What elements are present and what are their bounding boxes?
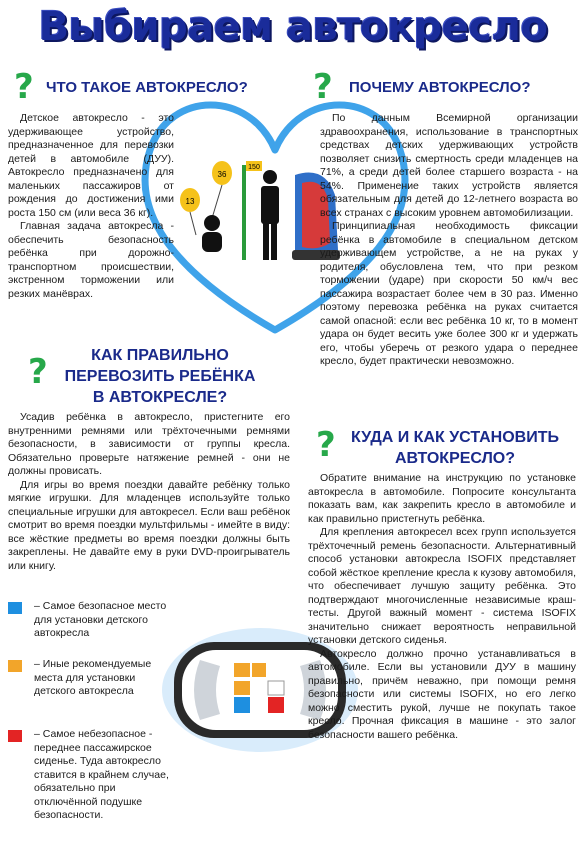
paragraph: Автокресло должно прочно устанавливаться в автомобиле. Если вы установили ДУУ в машину правильно, причём неважно, при помощи ремня безопасности или системы ISOFIX, но его легко можно сместить рукой, лучше не покупать такое кресло. Прочная фиксация в машине - это залог безопасности вашего ребёнка. xyxy=(308,647,576,741)
legend-text: – Самое небезопасное - переднее пассажирское сиденье. Туда автокресло ставится в крайнем случае, обязательно при отключённой подушке безопасности. xyxy=(34,728,169,821)
legend-swatch-red xyxy=(8,730,22,742)
legend-swatch-blue xyxy=(8,602,22,614)
seat-red xyxy=(268,697,284,713)
heading-line: АВТОКРЕСЛО? xyxy=(394,450,516,467)
legend-text: – Иные рекомендуемые места для установки детского автокресла xyxy=(34,658,152,697)
question-mark-icon: ? xyxy=(316,425,336,465)
paragraph: Главная задача автокресла - обеспечить безопасность ребёнка при дорожно-транспортном происшествии, экстренном торможении или резких манёврах. xyxy=(8,220,174,300)
heading-line: КУДА И КАК УСТАНОВИТЬ xyxy=(351,429,559,446)
question-mark-icon: ? xyxy=(313,67,333,107)
paragraph: По данным Всемирной организации здравоохранения, использование в транспортных средствах детских удерживающих устройств позволяет снизить смертность среди младенцев на 71%, а среди детей более старшего возраста - на 54%. Применение таких устройств является обязательным для детей до 12-летнего возраста во всех странах с высоким уровнем автомобилизации. xyxy=(320,112,578,219)
weight-label: 13 xyxy=(185,197,195,206)
seat-orange xyxy=(234,681,250,695)
seat-orange xyxy=(234,663,250,677)
heading-line: В АВТОКРЕСЛЕ? xyxy=(92,389,228,406)
seat-legend xyxy=(8,600,169,821)
section-text-what xyxy=(8,112,174,301)
section-text-install xyxy=(308,472,576,742)
legend-text: – Самое безопасное место для установки детского автокресла xyxy=(34,600,167,639)
question-mark-icon: ? xyxy=(14,67,34,107)
paragraph: Обратите внимание на инструкцию по установке автокресла в автомобиле. Попросите консультанта показать вам, как закрепить кресло в автомобиле и как правильно пристегнуть ребёнка. xyxy=(308,472,576,525)
heading-line: ПЕРЕВОЗИТЬ РЕБЁНКА xyxy=(64,368,256,385)
question-mark-icon: ? xyxy=(28,352,48,392)
heading-line: КАК ПРАВИЛЬНО xyxy=(91,347,229,364)
section-text-why xyxy=(320,112,578,369)
paragraph: Усадив ребёнка в автокресло, пристегните его внутренними ремнями или трёхточечными ремнями безопасности, в зависимости от группы кресла. Обязательно проверьте натяжение ремней - они не должны провисать. xyxy=(8,411,290,477)
height-label: 150 xyxy=(248,164,260,171)
weight-label: 36 xyxy=(217,170,227,179)
paragraph: Для крепления автокресел всех групп используется трёхточечный ремень безопасности. Альтернативный способ установки автокресла ISOFIX представляет собой жёсткое крепление кресла к кузову автомобиля, что обеспечивает лучшую защиту ребёнка. Это подтверждают многочисленные независимые краш-тесты. Другой важный момент - система ISOFIX значительно снижает вероятность неправильной установки детского сиденья. xyxy=(308,526,576,646)
section-heading-install xyxy=(340,427,570,469)
seat-blue xyxy=(234,697,250,713)
paragraph: Детское автокресло - это удерживающее устройство, предназначенное для перевозки детей в автомобиле (ДУУ). Автокресло предназначено для маленьких пассажиров от рождения до достижения ими роста 150 см (или веса 36 кг). xyxy=(8,112,174,219)
seat-orange xyxy=(252,663,266,677)
section-heading-why: ПОЧЕМУ АВТОКРЕСЛО? xyxy=(349,79,531,96)
legend-swatch-orange xyxy=(8,660,22,672)
section-text-how xyxy=(8,411,290,573)
paragraph: Для игры во время поездки давайте ребёнку только мягкие игрушки. Для младенцев используйте только специальные игрушки для автокресел. Если ваш ребёнок смотрит во время поездки мультфильмы - имейте в виду: все жёсткие предметы во время поездки должны быть закреплены. Не давайте ему в руки DVD-проигрыватель или книгу. xyxy=(8,478,290,572)
page-title: Выбираем автокресло xyxy=(38,4,548,50)
section-heading-what: ЧТО ТАКОЕ АВТОКРЕСЛО? xyxy=(46,79,248,96)
section-heading-how xyxy=(50,345,270,408)
paragraph: Принципиальная необходимость фиксации ребёнка в автомобиле в специальном детском удерживающем устройстве, а не на руках у родителя, обусловлена тем, что при резком торможении (ударе) при скорости 50 км/ч вес пассажира возрастает более чем в 30 раз. Именно поэтому перевозка ребёнка на руках считается самой опасной: если вес ребёнка 10 кг, то в момент удара он будет весить уже более 300 кг и удержать его, чтобы уберечь от резкого удара о переднее кресло, будет практически невозможно. xyxy=(320,220,578,367)
